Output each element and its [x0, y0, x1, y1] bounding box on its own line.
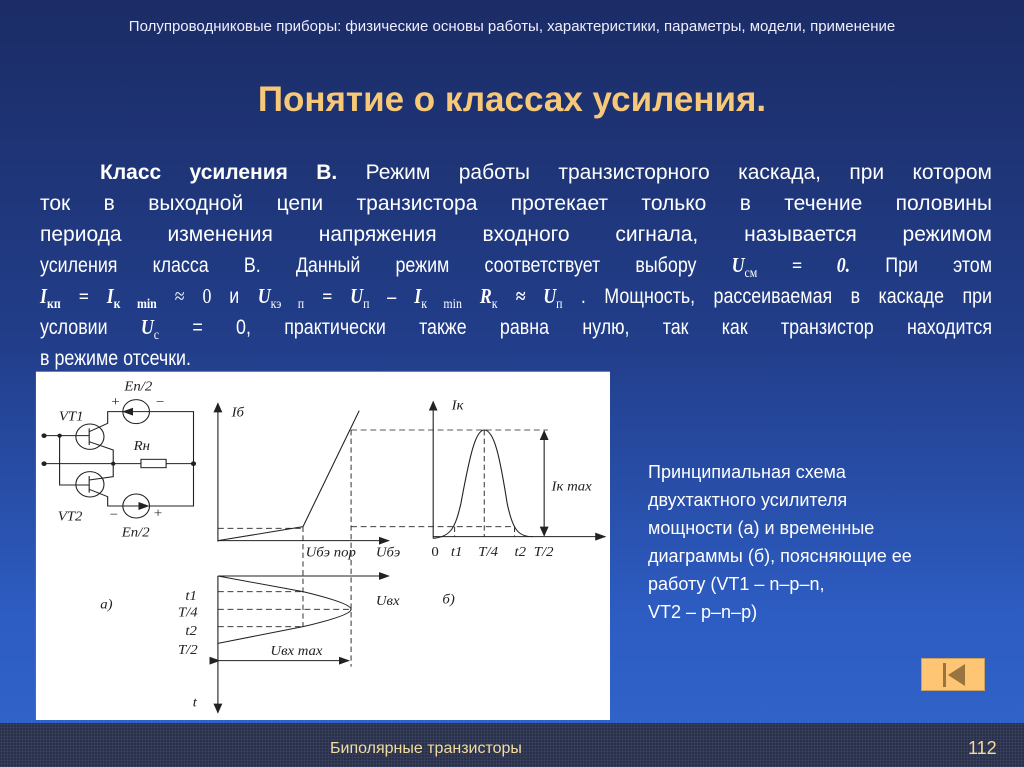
caption-line: двухтактного усилителя: [648, 490, 848, 510]
text-line: периода изменения напряжения входного сигнала, называется режимом: [40, 223, 992, 246]
label-t-half: T/2: [177, 642, 198, 658]
tick-label: t1: [450, 544, 463, 560]
label-t-axis: t: [192, 695, 197, 711]
slide-title: Понятие о классах усиления.: [257, 80, 767, 119]
label-ube-threshold: Uбэ пор: [305, 545, 356, 561]
first-slide-button[interactable]: [921, 658, 985, 691]
tick-label: 0: [431, 544, 439, 560]
term-bold: Класс усиления В.: [100, 161, 338, 184]
text-line: ток в выходной цепи транзистора протекает только в течение половины: [40, 192, 992, 215]
label-uin: Uвх: [375, 593, 400, 609]
page-number: 112: [968, 738, 997, 758]
label-vt1: VT1: [58, 409, 84, 425]
caption-line: VT2 – p–n–p): [648, 602, 758, 622]
text: Режим работы транзисторного каскада, при котором: [337, 161, 992, 184]
text-line: [40, 157, 992, 188]
label-vt2: VT2: [57, 509, 83, 525]
body-paragraph: [40, 157, 992, 374]
caption-line: мощности (а) и временные: [648, 518, 875, 538]
label-ib: Iб: [231, 405, 244, 421]
label-t1: t1: [185, 588, 197, 604]
label-a: а): [100, 596, 113, 613]
label-ik: Iк: [451, 397, 464, 414]
label-rn: Rн: [133, 438, 150, 454]
text-line: в режиме отсечки.: [40, 347, 191, 370]
label-ep-top: Eп/2: [124, 379, 153, 395]
text-line: условии $U_с = 0$, практически также равна нулю, так как транзистор находится: [40, 315, 992, 344]
amplifier-diagram: [30, 370, 610, 720]
text: усиления класса В. Данный режим соответствует выбору: [40, 254, 732, 277]
label-t4: T/4: [177, 605, 198, 621]
figure-caption: [648, 458, 968, 626]
label-t2: t2: [185, 623, 197, 639]
label-plus: +: [153, 505, 163, 522]
first-slide-icon: [922, 659, 984, 690]
label-b: б): [442, 591, 455, 608]
formula-u: $U_{см} = 0$.: [731, 253, 851, 282]
label-plus: +: [111, 394, 120, 410]
slide-header: Полупроводниковые приборы: физические основы работы, характеристики, параметры, модели, применение: [128, 18, 896, 35]
label-ik-max: Iк max: [551, 479, 592, 495]
formula-line: $I_{кп} = I_{к min} \approx 0$ и $U_{кэ п} = U_п - I_{к min}$ $R_к \approx U_п$ . Мощность, рассеиваемая в каскаде при: [40, 284, 993, 313]
tick-label: t2: [514, 544, 527, 560]
caption-line: работу (VT1 – n–p–n,: [648, 574, 825, 594]
tick-label: T/4: [478, 544, 499, 560]
footer-title: Биполярные транзисторы: [330, 740, 522, 757]
label-ube: Uбэ: [375, 545, 401, 561]
label-ep-bottom: Eп/2: [121, 525, 150, 541]
text: При этом: [885, 254, 993, 277]
tick-label: T/2: [533, 544, 554, 560]
caption-line: диаграммы (б), поясняющие ее: [648, 546, 912, 566]
label-minus: −: [155, 394, 165, 410]
text-line: [40, 250, 992, 281]
caption-line: Принципиальная схема: [648, 462, 846, 482]
label-uin-max: Uвх max: [270, 643, 323, 659]
label-minus: −: [109, 506, 118, 523]
